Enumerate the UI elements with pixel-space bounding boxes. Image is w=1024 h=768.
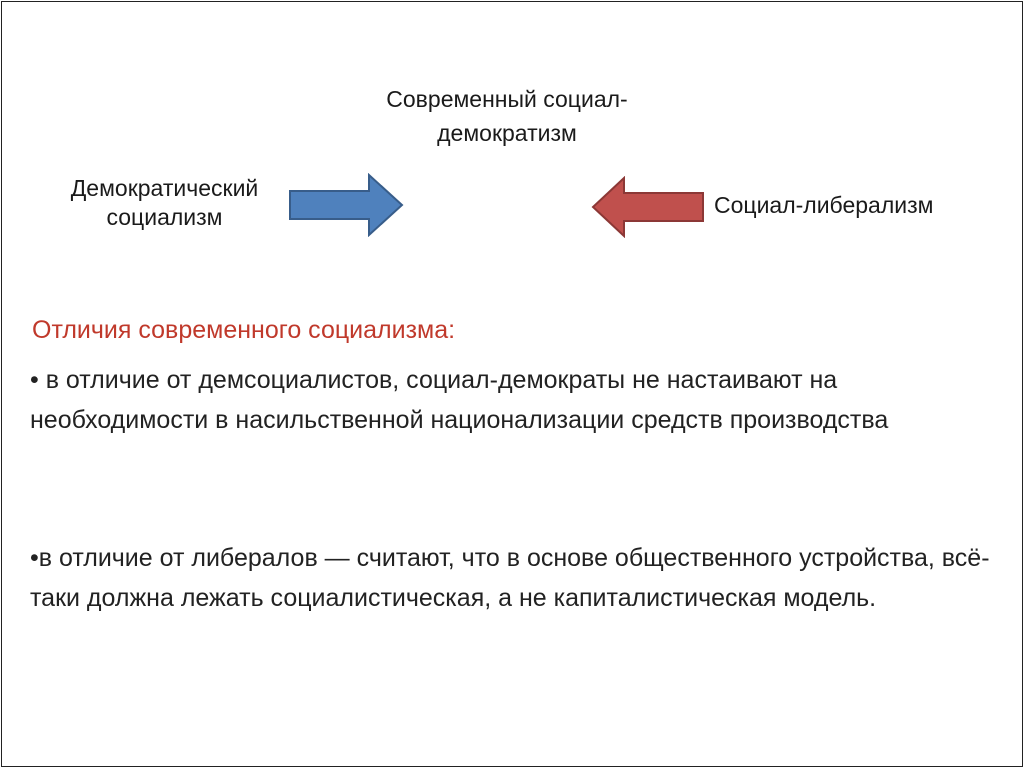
bullet-item-1: • в отличие от демсоциалистов, социал-демократы не настаивают на необходимости в насильственной национализации средств производства [30,366,889,434]
left-concept-line2: социализм [106,204,223,230]
red-left-arrow-shape [593,178,703,236]
red-left-arrow-icon [590,176,706,238]
blue-right-arrow-shape [290,175,402,235]
left-concept [32,174,297,232]
slide [1,1,1023,767]
center-concept-line1: Современный социал- [386,86,628,112]
differences-heading: Отличия современного социализма: [32,316,456,344]
left-concept-line1: Демократический [70,175,259,201]
center-concept [332,82,682,150]
blue-right-arrow-icon [287,173,405,237]
right-concept: Социал-либерализм [714,192,934,218]
bullet-item-2: •в отличие от либералов — считают, что в основе общественного устройства, всё-таки должна лежать социалистическая, а не капиталистическая модель. [30,544,990,612]
center-concept-line2: демократизм [437,120,577,146]
